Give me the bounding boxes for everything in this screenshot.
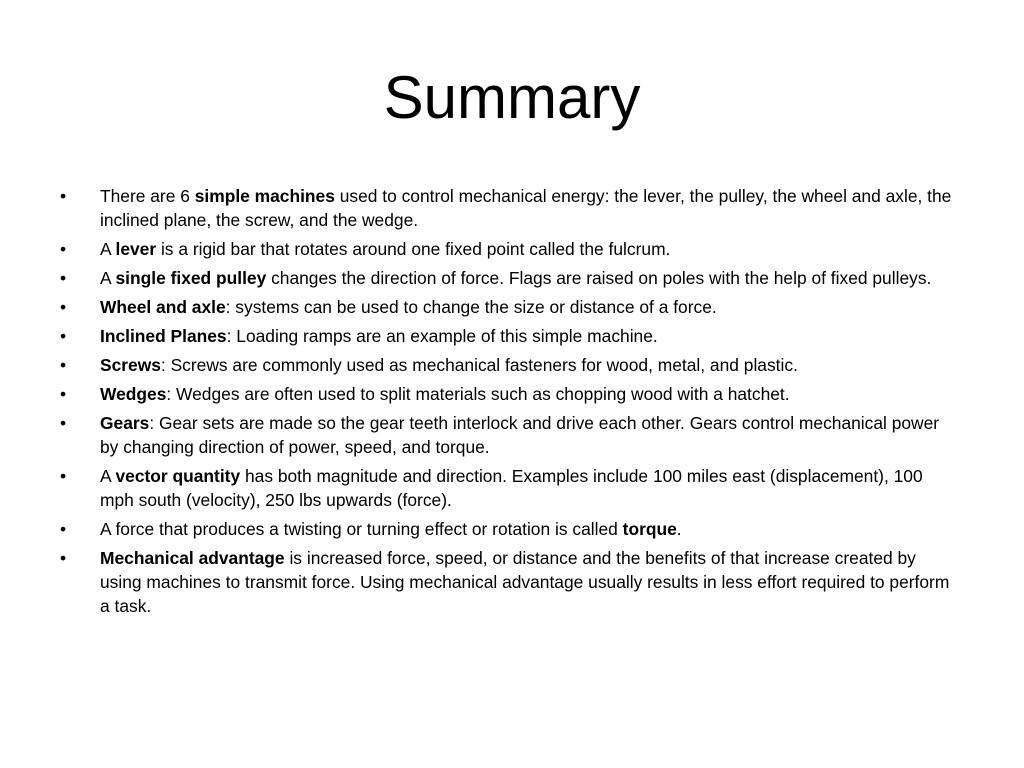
bullet-keyword: Inclined Planes bbox=[100, 325, 227, 346]
bullet-text: A bbox=[100, 465, 116, 486]
bullet-torque bbox=[60, 517, 960, 541]
bullet-marker: • bbox=[60, 547, 67, 568]
bullet-marker: • bbox=[60, 325, 67, 346]
bullet-keyword: vector quantity bbox=[115, 465, 241, 486]
bullet-simple-machines bbox=[60, 184, 960, 233]
bullet-pulley bbox=[60, 266, 960, 290]
bullet-vector-quantity bbox=[60, 464, 960, 513]
bullet-marker: • bbox=[60, 354, 67, 375]
bullet-lever bbox=[60, 237, 960, 261]
slide-title: Summary bbox=[383, 64, 641, 131]
bullet-text: : systems can be used to change the size or distance of a force. bbox=[225, 296, 717, 317]
bullet-text: changes the direction of force. Flags are raised on poles with the help of fixed pulleys. bbox=[266, 268, 932, 289]
bullet-marker: • bbox=[60, 383, 67, 404]
bullet-list bbox=[60, 184, 960, 623]
bullet-text: is increased force, speed, or distance and the benefits of that increase created by using machines to transmit force. Using mechanical advantage usually results in less effort required to perform a task. bbox=[100, 547, 950, 617]
bullet-marker: • bbox=[60, 465, 67, 486]
bullet-text: . bbox=[676, 518, 682, 539]
bullet-keyword: Wheel and axle bbox=[100, 296, 226, 317]
bullet-text: : Screws are commonly used as mechanical fasteners for wood, metal, and plastic. bbox=[160, 354, 798, 375]
bullet-marker: • bbox=[60, 296, 67, 317]
bullet-text: is a rigid bar that rotates around one fixed point called the fulcrum. bbox=[156, 239, 671, 260]
bullet-keyword: single fixed pulley bbox=[115, 268, 267, 289]
bullet-screws bbox=[60, 353, 960, 377]
bullet-text: A force that produces a twisting or turning effect or rotation is called bbox=[100, 518, 623, 539]
bullet-keyword: torque bbox=[622, 518, 677, 539]
bullet-gears bbox=[60, 411, 960, 460]
bullet-text: used to control mechanical energy: the lever, the pulley, the wheel and axle, the inclined plane, the screw, and the wedge. bbox=[100, 186, 952, 231]
bullet-text: : Gear sets are made so the gear teeth interlock and drive each other. Gears control mechanical power by changing direction of power, speed, and torque. bbox=[100, 412, 940, 457]
bullet-marker: • bbox=[60, 412, 67, 433]
bullet-wheel-axle bbox=[60, 295, 960, 319]
bullet-text: A bbox=[100, 239, 116, 260]
bullet-text: : Loading ramps are an example of this simple machine. bbox=[226, 325, 658, 346]
bullet-inclined-planes bbox=[60, 324, 960, 348]
bullet-marker: • bbox=[60, 186, 67, 206]
bullet-mechanical-advantage bbox=[60, 546, 960, 619]
bullet-text: A bbox=[100, 268, 116, 289]
bullet-keyword: Mechanical advantage bbox=[100, 547, 285, 568]
bullet-keyword: Screws bbox=[100, 354, 161, 375]
bullet-marker: • bbox=[60, 239, 67, 260]
bullet-marker: • bbox=[60, 268, 67, 289]
bullet-keyword: Wedges bbox=[100, 383, 167, 404]
bullet-keyword: Gears bbox=[100, 412, 150, 433]
bullet-marker: • bbox=[60, 518, 67, 539]
bullet-wedges bbox=[60, 382, 960, 406]
bullet-text: : Wedges are often used to split materials such as chopping wood with a hatchet. bbox=[166, 383, 790, 404]
bullet-text: has both magnitude and direction. Examples include 100 miles east (displacement), 100 mph south (velocity), 250 lbs upwards (force). bbox=[100, 465, 923, 511]
bullet-keyword: lever bbox=[115, 239, 157, 260]
bullet-text: There are 6 bbox=[100, 186, 195, 206]
bullet-keyword: simple machines bbox=[194, 186, 335, 206]
